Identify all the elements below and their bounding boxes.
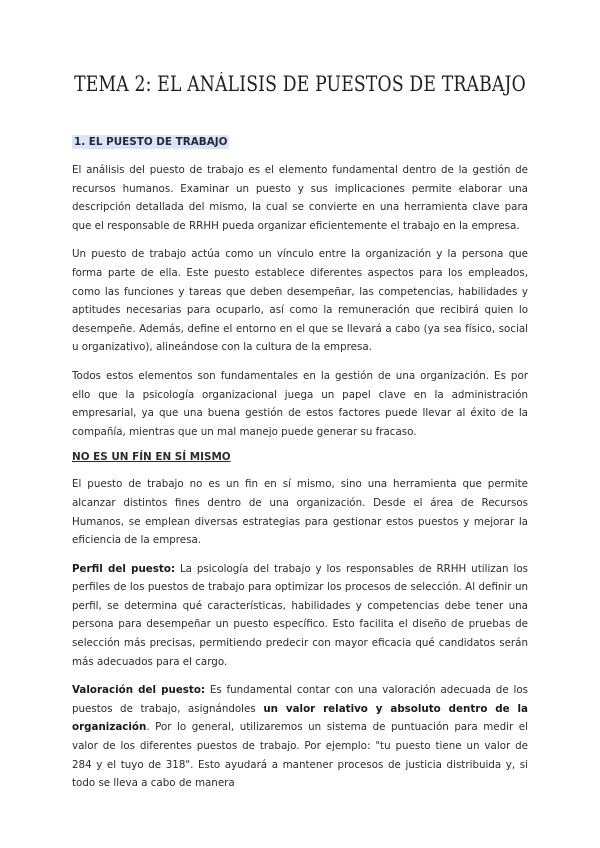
- perfil-label: Perfil del puesto:: [72, 562, 176, 575]
- document-body: [72, 130, 528, 803]
- paragraph-3: Todos estos elementos son fundamentales en la gestión de una organización. Es por ello que la psicología organizacional juega un papel clave en la administración empresarial, ya que una buena gestión de estos factores puede llevar al éxito de la compañía, mientras que un mal manejo puede generar su fracaso.: [72, 369, 528, 438]
- document-title: TEMA 2: EL ANÁLISIS DE PUESTOS DE TRABAJO: [74, 72, 526, 96]
- paragraph-1: El análisis del puesto de trabajo es el elemento fundamental dentro de la gestión de recursos humanos. Examinar un puesto y sus implicaciones permite elaborar una descripción detallada del mismo, la cual se convierte en una herramienta clave para que el responsable de RRHH pueda organizar eficientemente el trabajo en la empresa.: [72, 164, 528, 232]
- valoracion-text-a: Es fundamental contar con una valoración adecuada de los puestos de trabajo, asignándoles: [72, 684, 528, 715]
- paragraph-perfil-del-puesto: [72, 560, 528, 672]
- valoracion-label: Valoración del puesto:: [72, 684, 206, 697]
- subheading-no-es-un-fin: NO ES UN FÍN EN SÍ MISMO: [72, 451, 231, 464]
- section-title: 1. EL PUESTO DE TRABAJO: [74, 136, 228, 148]
- paragraph-valoracion-del-puesto: [72, 681, 528, 793]
- valoracion-bold-phrase: un valor relativo y absoluto dentro de la organización: [72, 702, 528, 734]
- valoracion-text-b: . Por lo general, utilizaremos un sistema de puntuación para medir el valor de los diferentes puestos de trabajo. Por ejemplo: "tu puesto tiene un valor de 284 y el tuyo de 318". Esto ayudará a mantener procesos de justicia distribuida y, si todo se lleva a cabo de manera: [72, 721, 528, 790]
- paragraph-4: El puesto de trabajo no es un fin en sí mismo, sino una herramienta que permite alcanzar distintos fines dentro de una organización. Desde el área de Recursos Humanos, se emplean diversas estrategias para gestionar estos puestos y mejorar la eficiencia de la empresa.: [72, 478, 528, 547]
- paragraph-2: Un puesto de trabajo actúa como un vínculo entre la organización y la persona que forma parte de ella. Este puesto establece diferentes aspectos para los empleados, como las funciones y tareas que deben desempeñar, las competencias, habilidades y aptitudes necesarias para ocuparlo, así como la remuneración que recibirá quien lo desempeñe. Además, define el entorno en el que se llevará a cabo (ya sea físico, social u organizativo), alineándose con la cultura de la empresa.: [72, 248, 528, 354]
- perfil-text: La psicología del trabajo y los responsables de RRHH utilizan los perfiles de los puestos de trabajo para optimizar los procesos de selección. Al definir un perfil, se determina qué características, habilidades y competencias debe tener una persona para desempeñar un puesto específico. Esto facilita el diseño de pruebas de selección más precisas, permitiendo predecir con mayor eficacia qué candidatos serán más adecuados para el cargo.: [72, 562, 528, 668]
